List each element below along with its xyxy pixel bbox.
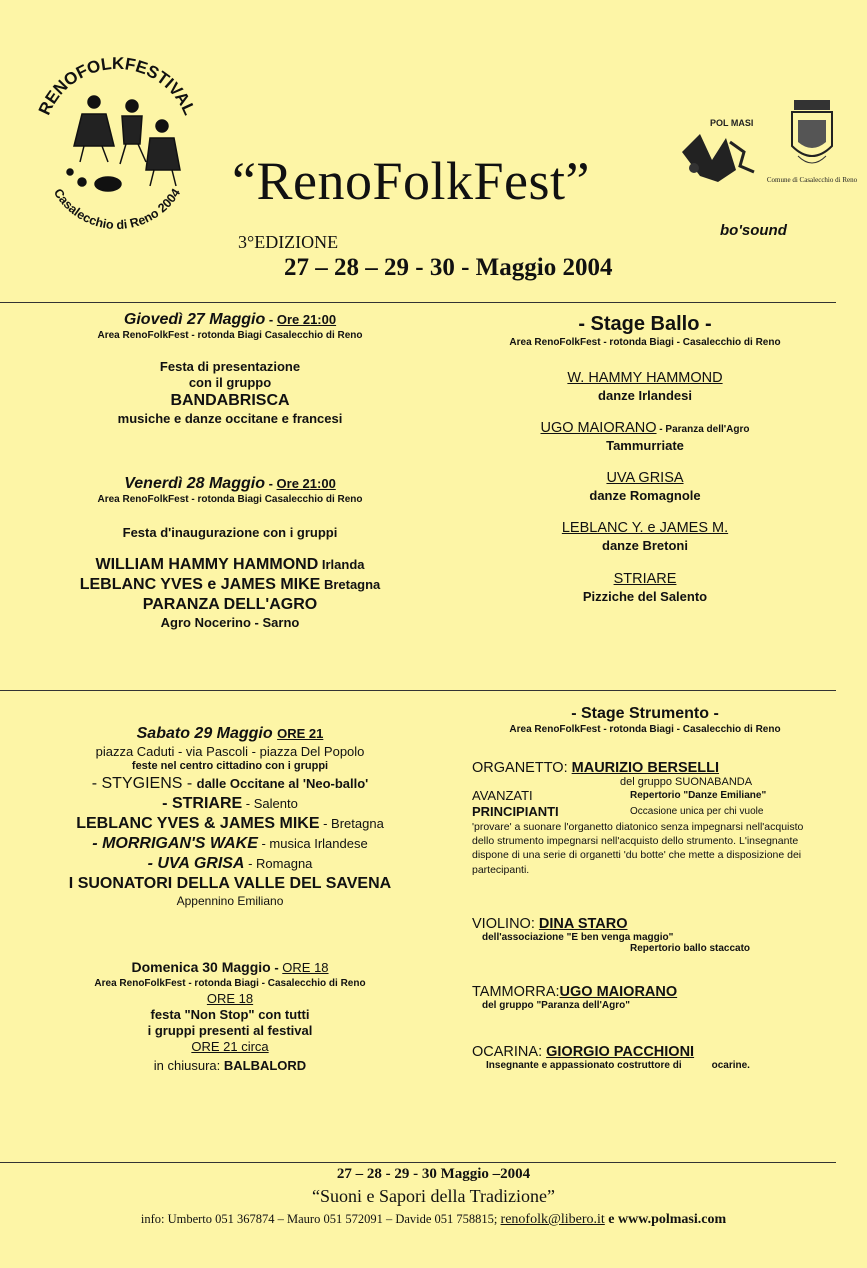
- stage-strumento-header: - Stage Strumento - Area RenoFolkFest - rotonda Biagi - Casalecchio di Reno: [455, 704, 835, 737]
- stage-ballo-desc: danze Bretoni: [602, 538, 688, 554]
- friday-section: Venerdì 28 Maggio - Ore 21:00 Area RenoFolkFest - rotonda Biagi Casalecchio di Reno Festa d'inaugurazione con i gruppi WILLIAM HAMMY HAMMOND Irlanda LEBLANC YVES e JAMES MIKE Bretagna PARANZA DELL'AGRO Agro Nocerino - Sarno: [30, 474, 430, 631]
- stage-ballo-desc: Tammurriate: [606, 437, 684, 453]
- organetto-teacher: MAURIZIO BERSELLI: [571, 760, 720, 776]
- footer-website-link[interactable]: www.polmasi.com: [618, 1212, 727, 1227]
- stage-ballo-item: [455, 569, 835, 605]
- stage-ballo-teacher: UVA GRISA: [606, 470, 684, 486]
- friday-time: Ore 21:00: [276, 476, 336, 491]
- stage-ballo-teacher: W. HAMMY HAMMOND: [567, 369, 723, 386]
- comune-coat-of-arms: [766, 96, 858, 206]
- footer-divider: [0, 1162, 836, 1163]
- friday-group-2: LEBLANC YVES e JAMES MIKE: [79, 575, 321, 593]
- footer-slogan: “Suoni e Sapori della Tradizione”: [312, 1186, 555, 1206]
- organetto-section: ORGANETTO: MAURIZIO BERSELLI del gruppo SUONABANDA AVANZATI Repertorio "Danze Emiliane" PRINCIPIANTI Occasione unica per chi vuole 'provare' a suonare l'organetto diatonico senza impegnarsi nell'acquisto dello strumento impegnarsi nell'acquisto dello strumento. L'insegnante dispone di una serie di organetti 'du botte' che mette a disposizione dei partecipanti.: [472, 760, 804, 876]
- ocarina-section: OCARINA: GIORGIO PACCHIONI Insegnante e appassionato costruttore di ocarine.: [472, 1044, 750, 1071]
- header-divider: [0, 302, 836, 303]
- dancers-icon: [67, 96, 180, 191]
- violino-teacher: DINA STARO: [538, 916, 628, 932]
- thursday-place: Area RenoFolkFest - rotonda Biagi Casalecchio di Reno: [97, 330, 363, 341]
- bosound-logo-text: bo'sound: [720, 222, 787, 239]
- festival-logo: [22, 44, 212, 234]
- stage-ballo-item: [455, 468, 835, 504]
- stage-ballo-item: [455, 518, 835, 554]
- stage-ballo-place: Area RenoFolkFest - rotonda Biagi - Casalecchio di Reno: [509, 337, 781, 348]
- thursday-group: BANDABRISCA: [170, 392, 290, 409]
- stage-ballo-teacher: UGO MAIORANO: [540, 419, 657, 436]
- polmasi-logo: [670, 112, 768, 194]
- logo-bottom-text: Casalecchio di Reno 2004: [50, 186, 184, 233]
- thursday-section: Giovedì 27 Maggio - Ore 21:00 Area RenoFolkFest - rotonda Biagi Casalecchio di Reno Festa di presentazione con il gruppo BANDABRISCA musiche e danze occitane e francesi: [30, 310, 430, 427]
- stage-ballo-item: [455, 368, 835, 404]
- stage-strumento-title: - Stage Strumento -: [571, 705, 719, 722]
- stage-ballo-desc: danze Romagnole: [589, 488, 701, 503]
- edition: 3°EDIZIONE: [238, 232, 339, 252]
- comune-logo-text: Comune di Casalecchio di Reno: [766, 176, 858, 184]
- ocarina-teacher: GIORGIO PACCHIONI: [546, 1044, 695, 1060]
- page-title: “RenoFolkFest”: [232, 151, 590, 211]
- footer-email-link[interactable]: renofolk@libero.it: [500, 1212, 605, 1227]
- footer-dates: 27 – 28 - 29 - 30 Maggio –2004: [336, 1166, 531, 1182]
- sunday-section: Domenica 30 Maggio - ORE 18 Area RenoFolkFest - rotonda Biagi - Casalecchio di Reno ORE 18 festa "Non Stop" con tutti i gruppi presenti al festival ORE 21 circa in chiusura: BALBALORD: [94, 959, 366, 1073]
- friday-place: Area RenoFolkFest - rotonda Biagi Casalecchio di Reno: [97, 494, 363, 505]
- festival-dates: 27 – 28 – 29 - 30 - Maggio 2004: [284, 254, 613, 281]
- friday-day: Venerdì 28 Maggio: [124, 475, 265, 492]
- svg-text:RENOFOLKFESTIVAL: [35, 54, 199, 118]
- svg-text:Casalecchio di Reno 2004: [51, 186, 183, 232]
- bosound-logo: [690, 222, 820, 242]
- saturday-time: ORE 21: [277, 726, 324, 741]
- thursday-day: Giovedì 27 Maggio: [123, 311, 266, 328]
- saturday-day: Sabato 29 Maggio: [136, 725, 273, 742]
- sunday-time: ORE 18: [282, 960, 329, 975]
- sunday-day: Domenica 30 Maggio: [131, 959, 271, 975]
- middle-divider: [0, 690, 836, 691]
- tammorra-section: TAMMORRA:UGO MAIORANO del gruppo "Paranza dell'Agro": [472, 984, 678, 1011]
- stage-ballo-desc: Pizziche del Salento: [582, 588, 708, 604]
- thursday-time: Ore 21:00: [276, 312, 337, 327]
- violino-section: VIOLINO: DINA STARO dell'associazione "E ben venga maggio" Repertorio ballo staccato: [472, 916, 751, 954]
- friday-group-3: PARANZA DELL'AGRO: [142, 595, 318, 613]
- saturday-section: Sabato 29 Maggio ORE 21 piazza Caduti - via Pascoli - piazza Del Popolo feste nel centro cittadino con i gruppi - STYGIENS - dalle Occitane al 'Neo-ballo' - STRIARE - Salento LEBLANC YVES & JAMES MIKE - Bretagna - MORRIGAN'S WAKE - musica Irlandese - UVA GRISA - Romagna I SUONATORI DELLA VALLE DEL SAVENA Appennino Emiliano: [68, 725, 392, 908]
- stage-ballo-teacher: LEBLANC Y. e JAMES M.: [561, 520, 729, 537]
- tammorra-teacher: UGO MAIORANO: [559, 984, 678, 1000]
- footer: 27 – 28 - 29 - 30 Maggio –2004 “Suoni e Sapori della Tradizione” info: Umberto 051 367874 – Mauro 051 572091 – Davide 051 758815; renofolk@libero.it e www.polmasi.com: [0, 1164, 867, 1231]
- logo-arc-text: RENOFOLKFESTIVAL: [34, 53, 200, 118]
- stage-ballo-item: UGO MAIORANO - Paranza dell'Agro Tammurriate: [455, 418, 835, 454]
- friday-group-1: WILLIAM HAMMY HAMMOND: [95, 555, 319, 573]
- stage-ballo-title: - Stage Ballo -: [578, 313, 712, 335]
- polmasi-logo-text: POL MASI: [710, 118, 754, 128]
- footer-info: info: Umberto 051 367874 – Mauro 051 572091 – Davide 051 758815;: [140, 1212, 501, 1226]
- stage-ballo-teacher: STRIARE: [613, 570, 677, 587]
- stage-ballo-desc: danze Irlandesi: [598, 387, 692, 403]
- stage-ballo-section: [455, 312, 835, 605]
